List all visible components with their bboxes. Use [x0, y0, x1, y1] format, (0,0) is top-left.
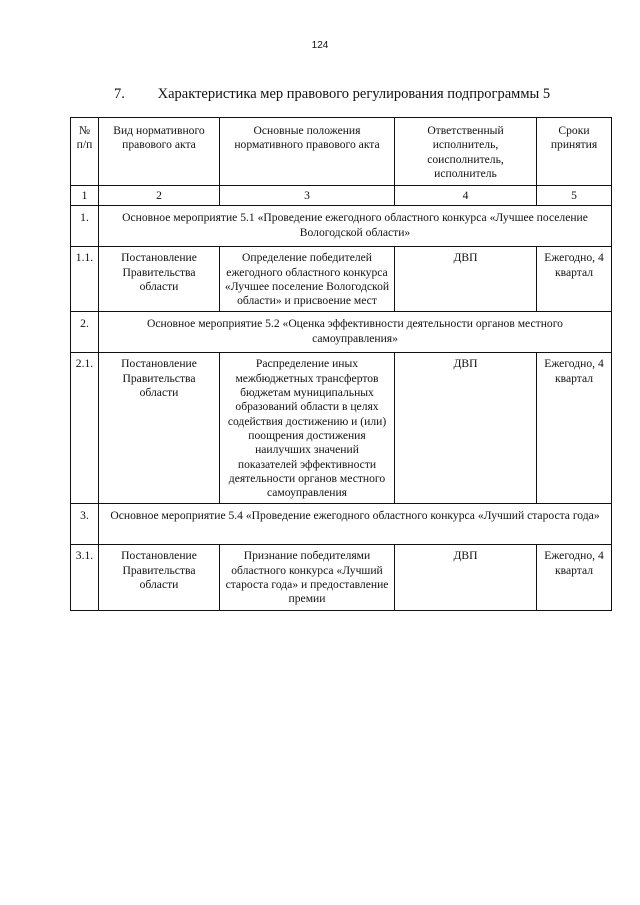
section-title: Основное мероприятие 5.1 «Проведение ежегодного областного конкурса «Лучшее поселение Вологодской области» [99, 206, 612, 247]
act-type-cell: Постановление Правительства области [99, 353, 220, 504]
deadline-cell: Ежегодно, 4 квартал [537, 545, 612, 610]
column-number: 5 [537, 186, 612, 206]
section-number: 3. [71, 504, 99, 545]
executor-cell: ДВП [395, 545, 537, 610]
column-number: 2 [99, 186, 220, 206]
column-number: 3 [220, 186, 395, 206]
header-cell-act-type: Вид нормативного правового акта [99, 118, 220, 186]
executor-cell: ДВП [395, 247, 537, 312]
column-number: 1 [71, 186, 99, 206]
section-number: 2. [71, 312, 99, 353]
provisions-cell: Признание победителями областного конкурса «Лучший староста года» и предоставление премии [220, 545, 395, 610]
section-row [71, 206, 612, 247]
executor-cell: ДВП [395, 353, 537, 504]
column-number: 4 [395, 186, 537, 206]
section-heading [114, 86, 594, 103]
table-row [71, 545, 612, 610]
header-row [71, 118, 612, 186]
section-row [71, 312, 612, 353]
table-row [71, 353, 612, 504]
header-cell-num: № п/п [71, 118, 99, 186]
deadline-cell: Ежегодно, 4 квартал [537, 353, 612, 504]
header-cell-deadline: Сроки принятия [537, 118, 612, 186]
row-number: 3.1. [71, 545, 99, 610]
section-title: Основное мероприятие 5.2 «Оценка эффективности деятельности органов местного самоуправления» [99, 312, 612, 353]
provisions-cell: Определение победителей ежегодного областного конкурса «Лучшее поселение Вологодской области» и присвоение мест [220, 247, 395, 312]
section-row [71, 504, 612, 545]
table-row [71, 247, 612, 312]
section-number: 1. [71, 206, 99, 247]
heading-title: Характеристика мер правового регулирования подпрограммы 5 [157, 86, 551, 102]
row-number: 2.1. [71, 353, 99, 504]
header-cell-provisions: Основные положения нормативного правового акта [220, 118, 395, 186]
act-type-cell: Постановление Правительства области [99, 247, 220, 312]
header-cell-executor: Ответственный исполнитель, соисполнитель, исполнитель [395, 118, 537, 186]
heading-number: 7. [114, 86, 125, 102]
provisions-cell: Распределение иных межбюджетных трансфертов бюджетам муниципальных образований области в целях содействия достижению и (или) поощрения достижения наилучших значений показателей эффективности деятельности органов местного самоуправления [220, 353, 395, 504]
act-type-cell: Постановление Правительства области [99, 545, 220, 610]
deadline-cell: Ежегодно, 4 квартал [537, 247, 612, 312]
regulation-table [70, 117, 612, 611]
section-title: Основное мероприятие 5.4 «Проведение ежегодного областного конкурса «Лучший староста года» [99, 504, 612, 545]
row-number: 1.1. [71, 247, 99, 312]
page-number: 124 [311, 40, 329, 51]
column-number-row [71, 186, 612, 206]
